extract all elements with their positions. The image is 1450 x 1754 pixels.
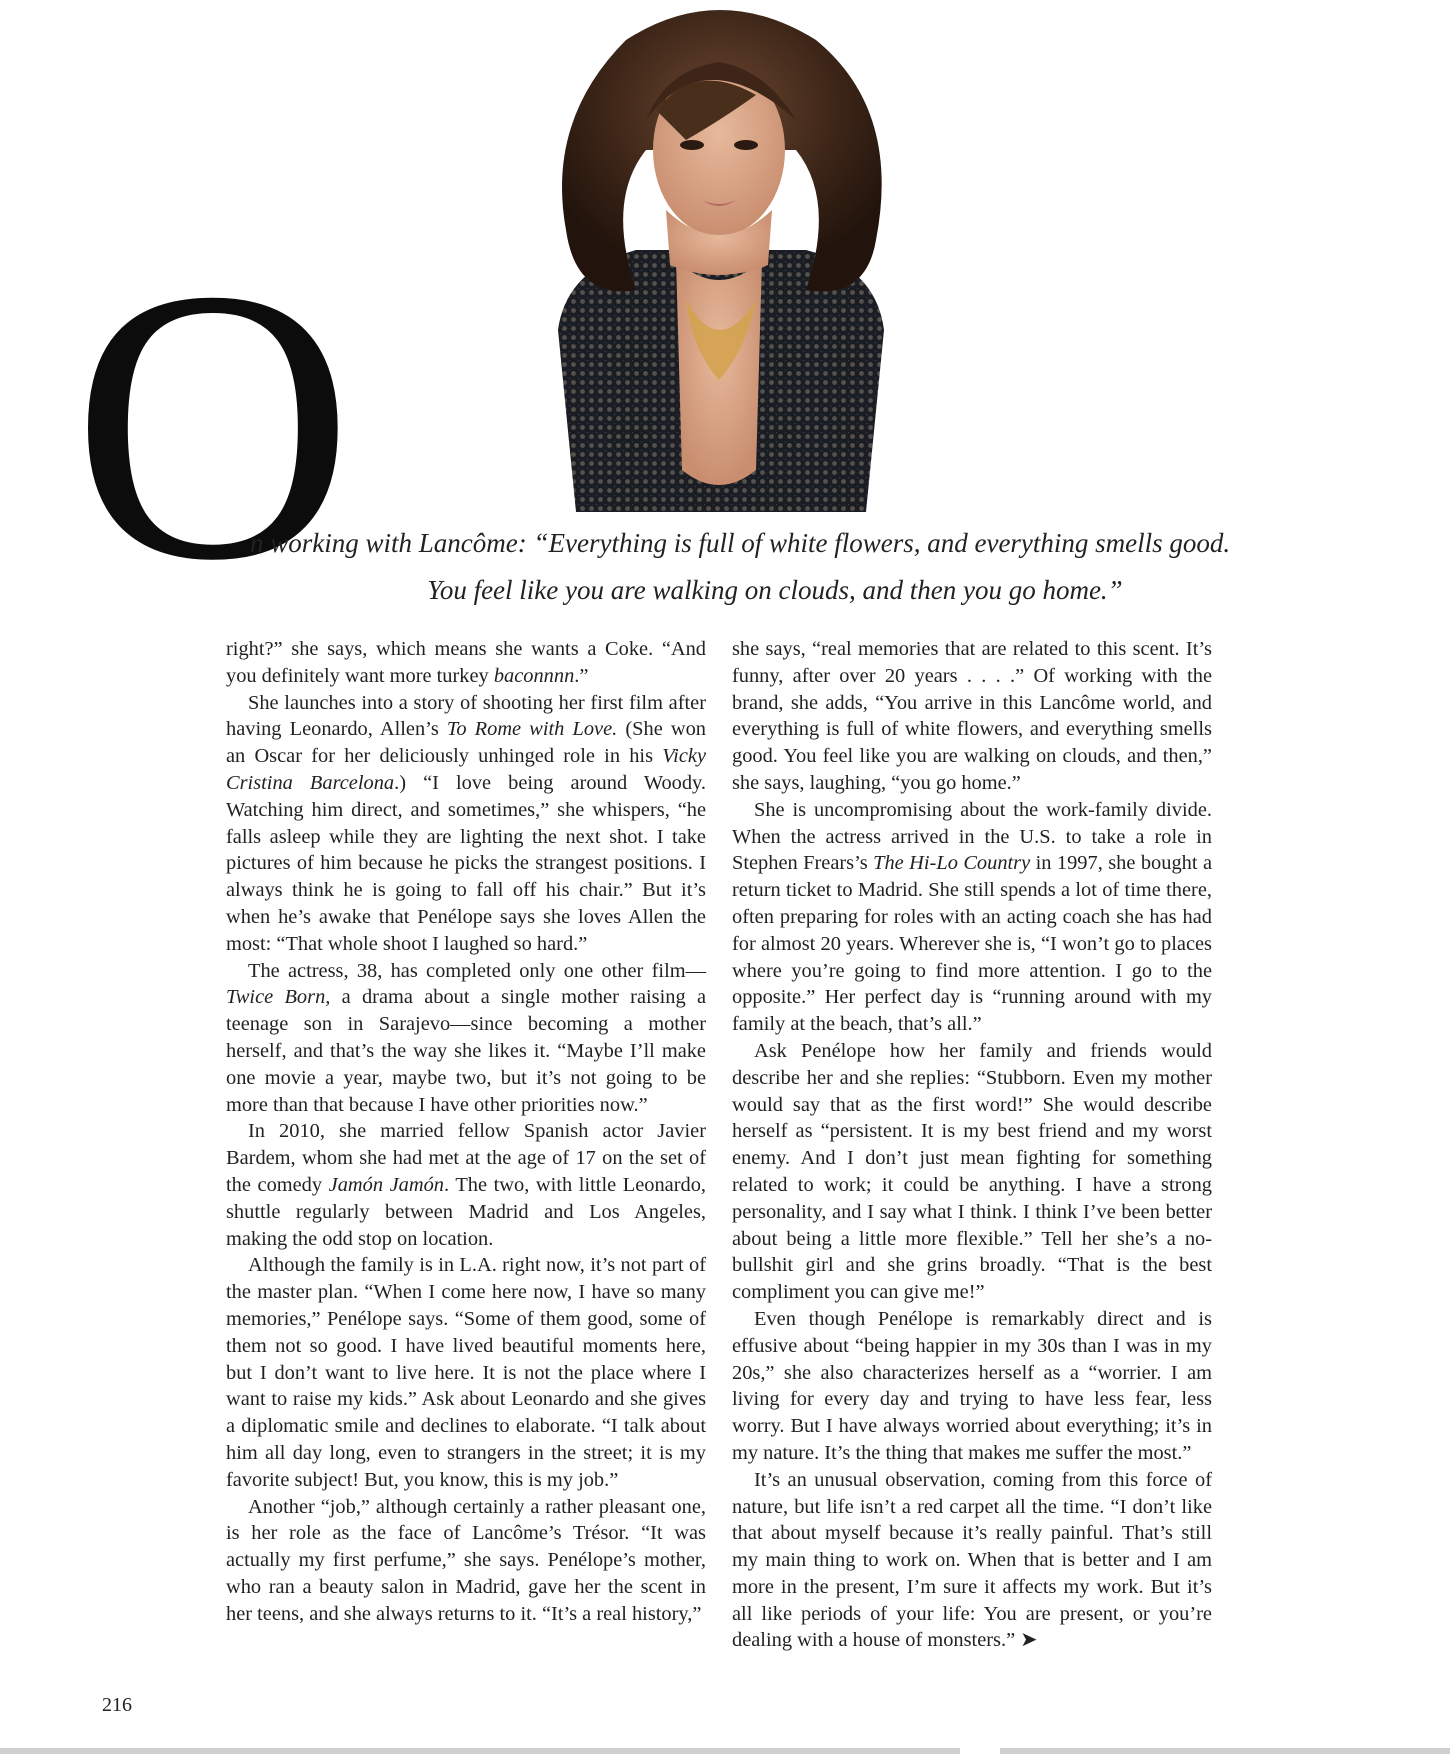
right-column	[732, 636, 1212, 1654]
paragraph: Even though Penélope is remarkably direct and is effusive about “being happier in my 30s than I was in my 20s,” she also characterizes herself as a “worrier. I am living for every day and trying to have less fear, less worry. But I have always worried about everything; it’s in my nature. It’s the thing that makes me suffer the most.”	[732, 1307, 1212, 1464]
portrait-photo	[506, 0, 932, 512]
paragraph: Although the family is in L.A. right now, it’s not part of the master plan. “When I come here now, I have so many memories,” Penélope says. “Some of them good, some of them not so good. I have lived beautiful moments here, but I don’t want to live here. It is not the place where I want to raise my kids.” Ask about Leonardo and she gives a diplomatic smile and declines to elaborate. “I talk about him all day long, even to strangers in the street; it is my favorite subject! But, you know, this is my job.”	[226, 1254, 706, 1491]
drop-cap: O	[72, 209, 354, 641]
page-number: 216	[102, 1694, 132, 1716]
pull-quote-line-2: You feel like you are walking on clouds, and then you go home.”	[427, 575, 1123, 605]
paragraph: The actress, 38, has completed only one other film—Twice Born, a drama about a single mother raising a teenage son in Sarajevo—since becoming a mother herself, and that’s the way she likes it. “Maybe I’ll make one movie a year, maybe two, but it’s not going to be more than that because I have other priorities now.”	[226, 959, 706, 1116]
pull-quote-line-1: n working with Lancôme: “Everything is full of white flowers, and everything smells good.	[250, 528, 1231, 558]
portrait-photo-drawing	[506, 0, 932, 512]
pull-quote	[250, 520, 1250, 614]
paragraph: right?” she says, which means she wants a Coke. “And you definitely want more turkey baconnnn.”	[226, 638, 706, 687]
paragraph: Another “job,” although certainly a rather pleasant one, is her role as the face of Lancôme’s Trésor. “It was actually my first perfume,” she says. Penélope’s mother, who ran a beauty salon in Madrid, gave her the scent in her teens, and she always returns to it. “It’s a real history,”	[226, 1495, 706, 1625]
paragraph: She is uncompromising about the work-family divide. When the actress arrived in the U.S. to take a role in Stephen Frears’s The Hi-Lo Country in 1997, she bought a return ticket to Madrid. She still spends a lot of time there, often preparing for roles with an acting coach she has had for almost 20 years. Wherever she is, “I won’t go to places where you’re going to find more attention. I go to the opposite.” Her perfect day is “running around with my family at the beach, that’s all.”	[732, 798, 1212, 1036]
paragraph: It’s an unusual observation, coming from this force of nature, but life isn’t a red carpet all the time. “I don’t like that about myself because it’s really painful. That’s still my main thing to work on. When that is better and I am more in the present, I’m sure it affects my work. But it’s all like periods of your life: You are present, or you’re dealing with a house of monsters.” ➤	[732, 1468, 1212, 1652]
paragraph: Ask Penélope how her family and friends would describe her and she replies: “Stubborn. Even my mother would say that as the first word!” She would describe herself as “persistent. It is my best friend and my worst enemy. And I don’t just mean fighting for something related to work; it could be anything. I have a strong personality, and I say what I think. I think I’ve been better about being a little more flexible.” Tell her she’s a no-bullshit girl and she grins broadly. “That is the best compliment you can give me!”	[732, 1039, 1212, 1304]
paragraph: In 2010, she married fellow Spanish actor Javier Bardem, whom she had met at the age of 17 on the set of the comedy Jamón Jamón. The two, with little Leonardo, shuttle regularly between Madrid and Los Angeles, making the odd stop on location.	[226, 1120, 706, 1250]
paragraph: She launches into a story of shooting her first film after having Leonardo, Allen’s To Rome with Love. (She won an Oscar for her deliciously unhinged role in his Vicky Cristina Barcelona.) “I love being around Woody. Watching him direct, and sometimes,” she whispers, “he falls asleep while they are lighting the next shot. I take pictures of him because he picks the strangest positions. I always think he is going to fall off his chair.” But it’s when he’s awake that Penélope says she loves Allen the most: “That whole shoot I laughed so hard.”	[226, 691, 706, 955]
paragraph: she says, “real memories that are related to this scent. It’s funny, after over 20 years . . . .” Of working with the brand, she adds, “You arrive in this Lancôme world, and everything is full of white flowers, and everything smells good. You feel like you are walking on clouds, and then,” she says, laughing, “you go home.”	[732, 638, 1212, 794]
page-edge-rule	[0, 1748, 1450, 1754]
left-column	[226, 636, 706, 1627]
